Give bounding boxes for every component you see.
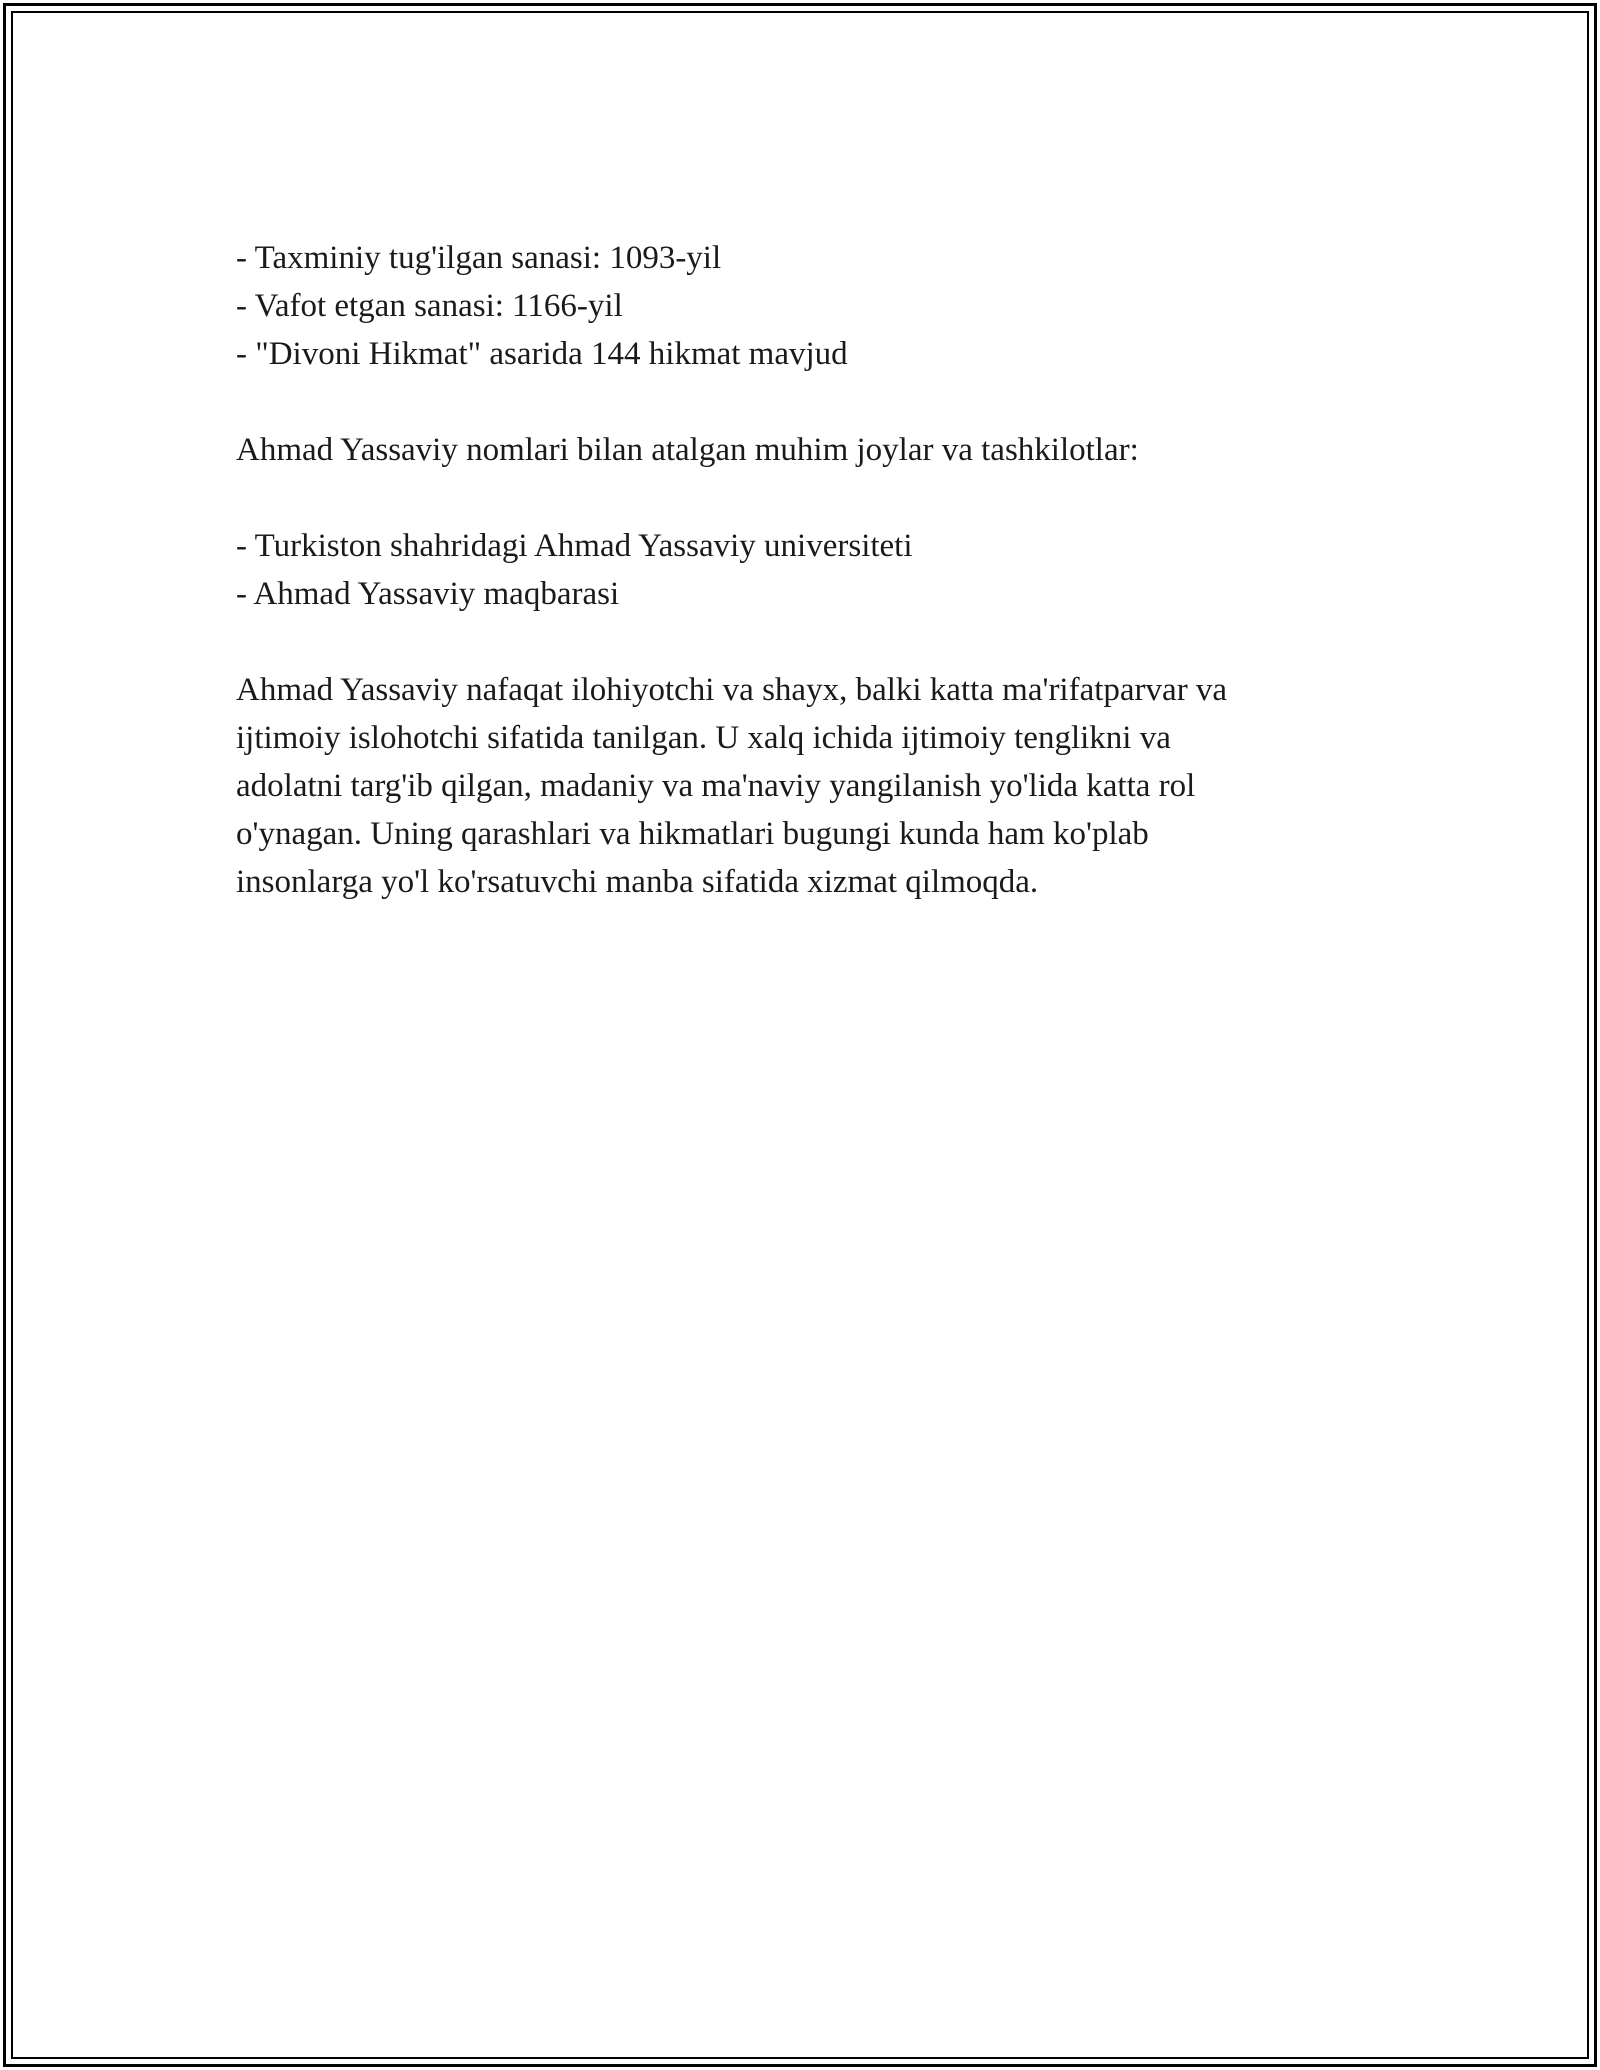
document-body <box>236 234 1356 906</box>
list-item: - Vafot etgan sanasi: 1166-yil <box>236 288 623 324</box>
paragraph-line: adolatni targ'ib qilgan, madaniy va ma'naviy yangilanish yo'lida katta rol <box>236 768 1196 804</box>
list-item: - Turkiston shahridagi Ahmad Yassaviy universiteti <box>236 528 913 564</box>
list-item: - Taxminiy tug'ilgan sanasi: 1093-yil <box>236 240 722 276</box>
closing-paragraph <box>236 666 1356 906</box>
paragraph-line: Ahmad Yassaviy nafaqat ilohiyotchi va shayx, balki katta ma'rifatparvar va <box>236 672 1228 708</box>
spacer <box>236 474 1356 522</box>
paragraph-line: ijtimoiy islohotchi sifatida tanilgan. U xalq ichida ijtimoiy tenglikni va <box>236 720 1171 756</box>
paragraph-line: insonlarga yo'l ko'rsatuvchi manba sifatida xizmat qilmoqda. <box>236 864 1039 900</box>
paragraph-line: o'ynagan. Uning qarashlari va hikmatlari bugungi kunda ham ko'plab <box>236 816 1149 852</box>
spacer <box>236 618 1356 666</box>
list-item: - "Divoni Hikmat" asarida 144 hikmat mavjud <box>236 336 848 372</box>
spacer <box>236 378 1356 426</box>
places-heading: Ahmad Yassaviy nomlari bilan atalgan muhim joylar va tashkilotlar: <box>236 432 1139 468</box>
list-item: - Ahmad Yassaviy maqbarasi <box>236 576 620 612</box>
places-list <box>236 522 1356 618</box>
facts-list <box>236 234 1356 378</box>
